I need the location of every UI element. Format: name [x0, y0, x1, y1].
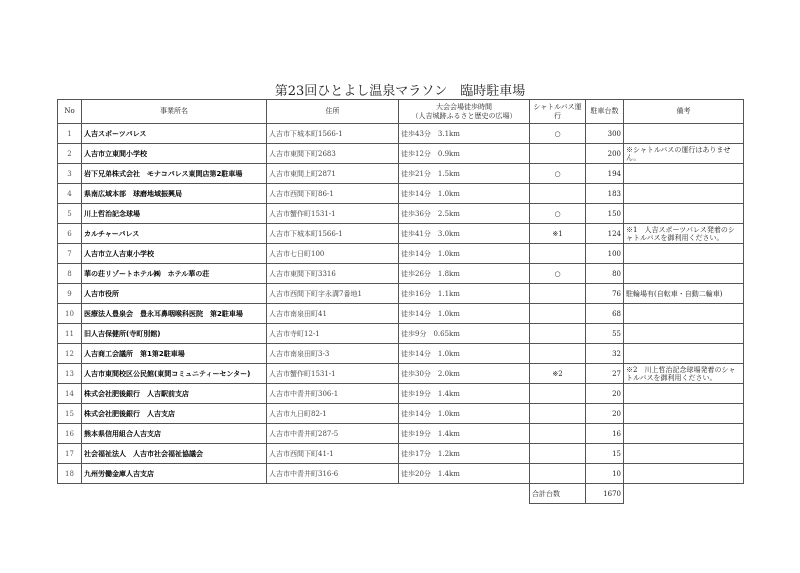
- facility-name: 人吉市役所: [82, 284, 267, 304]
- address: 人吉市七日町100: [267, 244, 399, 264]
- parking-count: 20: [586, 384, 624, 404]
- table-row: [58, 424, 744, 444]
- table-row: [58, 464, 744, 484]
- walk-time: 徒歩43分 3.1km: [399, 124, 530, 144]
- table-row: [58, 124, 744, 144]
- row-no: 3: [58, 164, 82, 184]
- parking-table: [57, 99, 744, 504]
- row-no: 2: [58, 144, 82, 164]
- total-value: 1670: [586, 484, 624, 504]
- shuttle: [530, 444, 586, 464]
- shuttle: [530, 244, 586, 264]
- parking-count: 32: [586, 344, 624, 364]
- address: 人吉市西間下町41-1: [267, 444, 399, 464]
- shuttle: [530, 404, 586, 424]
- table-row: [58, 184, 744, 204]
- header-no: No: [58, 100, 82, 124]
- notes: [624, 324, 744, 344]
- header-walk-line2: （人吉城跡ふるさと歴史の広場）: [411, 111, 517, 120]
- total-row: [58, 484, 744, 504]
- row-no: 1: [58, 124, 82, 144]
- notes: [624, 304, 744, 324]
- address: 人吉市蟹作町1531-1: [267, 204, 399, 224]
- address: 人吉市中青井町316-6: [267, 464, 399, 484]
- row-no: 14: [58, 384, 82, 404]
- walk-time: 徒歩9分 0.65km: [399, 324, 530, 344]
- row-no: 13: [58, 364, 82, 384]
- table-row: [58, 164, 744, 184]
- address: 人吉市下城本町1566-1: [267, 124, 399, 144]
- header-shuttle: シャトルバス運行: [530, 100, 586, 124]
- facility-name: 株式会社肥後銀行 人吉駅前支店: [82, 384, 267, 404]
- parking-count: 68: [586, 304, 624, 324]
- header-count: 駐車台数: [586, 100, 624, 124]
- row-no: 15: [58, 404, 82, 424]
- parking-count: 16: [586, 424, 624, 444]
- walk-time: 徒歩19分 1.4km: [399, 384, 530, 404]
- facility-name: 岩下兄弟株式会社 モナコパレス東間店第2駐車場: [82, 164, 267, 184]
- facility-name: 華の荘リゾートホテル㈱ ホテル華の荘: [82, 264, 267, 284]
- walk-time: 徒歩14分 1.0km: [399, 404, 530, 424]
- header-name: 事業所名: [82, 100, 267, 124]
- table-row: [58, 444, 744, 464]
- parking-count: 100: [586, 244, 624, 264]
- parking-count: 76: [586, 284, 624, 304]
- facility-name: 人吉商工会議所 第1第2駐車場: [82, 344, 267, 364]
- shuttle: [530, 384, 586, 404]
- table-row: [58, 364, 744, 384]
- parking-count: 183: [586, 184, 624, 204]
- table-row: [58, 344, 744, 364]
- notes: [624, 444, 744, 464]
- walk-time: 徒歩20分 1.4km: [399, 464, 530, 484]
- walk-time: 徒歩19分 1.4km: [399, 424, 530, 444]
- facility-name: 医療法人豊泉会 豊永耳鼻咽喉科医院 第2駐車場: [82, 304, 267, 324]
- notes: ※2 川上哲治記念球場発着のシャトルバスを御利用ください。: [624, 364, 744, 384]
- walk-time: 徒歩14分 1.0km: [399, 304, 530, 324]
- facility-name: カルチャーパレス: [82, 224, 267, 244]
- address: 人吉市中青井町287-5: [267, 424, 399, 444]
- walk-time: 徒歩26分 1.8km: [399, 264, 530, 284]
- notes: [624, 244, 744, 264]
- facility-name: 株式会社肥後銀行 人吉支店: [82, 404, 267, 424]
- shuttle: ○: [530, 164, 586, 184]
- shuttle: [530, 344, 586, 364]
- facility-name: 熊本県信用組合人吉支店: [82, 424, 267, 444]
- address: 人吉市中青井町306-1: [267, 384, 399, 404]
- address: 人吉市蟹作町1531-1: [267, 364, 399, 384]
- walk-time: 徒歩14分 1.0km: [399, 244, 530, 264]
- parking-count: 55: [586, 324, 624, 344]
- walk-time: 徒歩16分 1.1km: [399, 284, 530, 304]
- notes: [624, 164, 744, 184]
- header-notes: 備考: [624, 100, 744, 124]
- notes: 駐輪場有(自転車・自動二輪車): [624, 284, 744, 304]
- facility-name: 川上哲治記念球場: [82, 204, 267, 224]
- shuttle: ○: [530, 264, 586, 284]
- address: 人吉市東間上町2871: [267, 164, 399, 184]
- notes: [624, 204, 744, 224]
- row-no: 12: [58, 344, 82, 364]
- shuttle: ※1: [530, 224, 586, 244]
- table-row: [58, 404, 744, 424]
- header-row: [58, 100, 744, 124]
- header-walk: [399, 100, 530, 124]
- walk-time: 徒歩36分 2.5km: [399, 204, 530, 224]
- shuttle: ○: [530, 124, 586, 144]
- row-no: 17: [58, 444, 82, 464]
- notes: [624, 344, 744, 364]
- walk-time: 徒歩14分 1.0km: [399, 184, 530, 204]
- walk-time: 徒歩30分 2.0km: [399, 364, 530, 384]
- facility-name: 人吉市東間校区公民館(東間コミュニティーセンター): [82, 364, 267, 384]
- page-title: 第23回ひとよし温泉マラソン 臨時駐車場: [274, 84, 526, 99]
- table-row: [58, 284, 744, 304]
- parking-count: 20: [586, 404, 624, 424]
- facility-name: 人吉市立人吉東小学校: [82, 244, 267, 264]
- parking-count: 27: [586, 364, 624, 384]
- address: 人吉市西間下町字永溝7番地1: [267, 284, 399, 304]
- notes: [624, 404, 744, 424]
- facility-name: 人吉市立東間小学校: [82, 144, 267, 164]
- address: 人吉市九日町82-1: [267, 404, 399, 424]
- row-no: 18: [58, 464, 82, 484]
- address: 人吉市寺町12-1: [267, 324, 399, 344]
- shuttle: [530, 284, 586, 304]
- shuttle: [530, 144, 586, 164]
- row-no: 16: [58, 424, 82, 444]
- parking-count: 10: [586, 464, 624, 484]
- shuttle: ※2: [530, 364, 586, 384]
- row-no: 8: [58, 264, 82, 284]
- walk-time: 徒歩21分 1.5km: [399, 164, 530, 184]
- parking-count: 194: [586, 164, 624, 184]
- notes: [624, 184, 744, 204]
- row-no: 10: [58, 304, 82, 324]
- table-row: [58, 244, 744, 264]
- walk-time: 徒歩14分 1.0km: [399, 344, 530, 364]
- address: 人吉市南泉田町41: [267, 304, 399, 324]
- shuttle: [530, 304, 586, 324]
- address: 人吉市東間下町2683: [267, 144, 399, 164]
- header-address: 住所: [267, 100, 399, 124]
- facility-name: 県南広域本部 球磨地域振興局: [82, 184, 267, 204]
- row-no: 4: [58, 184, 82, 204]
- walk-time: 徒歩17分 1.2km: [399, 444, 530, 464]
- walk-time: 徒歩12分 0.9km: [399, 144, 530, 164]
- table-row: [58, 224, 744, 244]
- notes: [624, 464, 744, 484]
- facility-name: 旧人吉保健所(寺町別館): [82, 324, 267, 344]
- shuttle: [530, 324, 586, 344]
- row-no: 7: [58, 244, 82, 264]
- table-row: [58, 324, 744, 344]
- walk-time: 徒歩41分 3.0km: [399, 224, 530, 244]
- table-row: [58, 384, 744, 404]
- shuttle: [530, 184, 586, 204]
- table-row: [58, 144, 744, 164]
- facility-name: 人吉スポーツパレス: [82, 124, 267, 144]
- header-walk-line1: 大会会場徒歩時間: [436, 102, 492, 111]
- parking-count: 124: [586, 224, 624, 244]
- notes: [624, 124, 744, 144]
- address: 人吉市西間下町86-1: [267, 184, 399, 204]
- row-no: 6: [58, 224, 82, 244]
- shuttle: [530, 464, 586, 484]
- shuttle: [530, 424, 586, 444]
- parking-count: 15: [586, 444, 624, 464]
- row-no: 11: [58, 324, 82, 344]
- parking-count: 200: [586, 144, 624, 164]
- address: 人吉市東間下町3316: [267, 264, 399, 284]
- notes: [624, 264, 744, 284]
- address: 人吉市下城本町1566-1: [267, 224, 399, 244]
- facility-name: 社会福祉法人 人吉市社会福祉協議会: [82, 444, 267, 464]
- row-no: 5: [58, 204, 82, 224]
- facility-name: 九州労働金庫人吉支店: [82, 464, 267, 484]
- row-no: 9: [58, 284, 82, 304]
- parking-count: 150: [586, 204, 624, 224]
- table-row: [58, 304, 744, 324]
- table-row: [58, 264, 744, 284]
- shuttle: ○: [530, 204, 586, 224]
- total-label: 合計台数: [530, 484, 586, 504]
- notes: [624, 384, 744, 404]
- parking-count: 300: [586, 124, 624, 144]
- table-row: [58, 204, 744, 224]
- address: 人吉市南泉田町3-3: [267, 344, 399, 364]
- notes: ※シャトルバスの運行はありません。: [624, 144, 744, 164]
- notes: [624, 424, 744, 444]
- parking-count: 80: [586, 264, 624, 284]
- notes: ※1 人吉スポーツパレス発着のシャトルバスを御利用ください。: [624, 224, 744, 244]
